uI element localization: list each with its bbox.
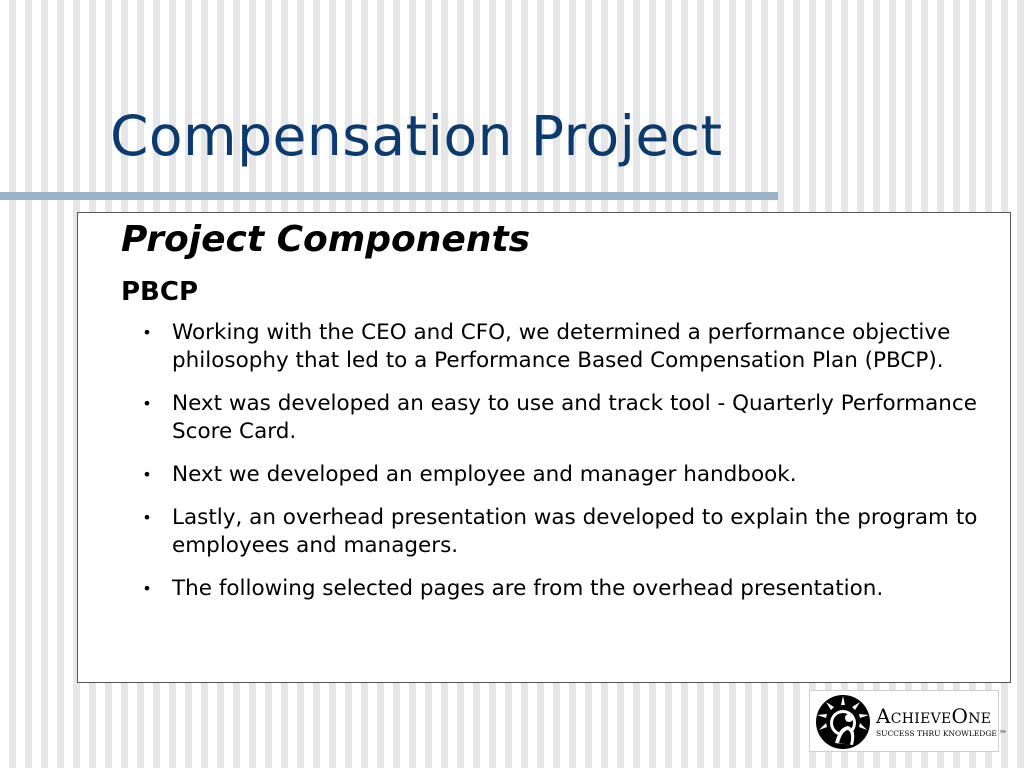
bullet-item <box>140 504 1000 560</box>
logo-tagline: SUCCESS THRU KNOWLEDGE ™ <box>876 729 1007 738</box>
slide-title: Compensation Project <box>110 104 723 168</box>
bullet-text: Next was developed an easy to use and track tool - Quarterly Performance Score Card. <box>172 391 977 444</box>
bullet-dot-icon: • <box>142 323 152 342</box>
bullet-item <box>140 390 1000 446</box>
bullet-dot-icon: • <box>142 579 152 598</box>
bullet-text: The following selected pages are from the overhead presentation. <box>172 576 884 601</box>
bullet-item <box>140 575 1000 603</box>
content-box <box>77 212 1011 683</box>
bullet-list <box>140 319 1000 618</box>
logo-name: AchieveOne <box>876 704 992 728</box>
bullet-dot-icon: • <box>142 465 152 484</box>
sunburst-figure-icon <box>813 693 873 751</box>
section-heading: Project Components <box>121 219 531 260</box>
bullet-item <box>140 461 1000 489</box>
bullet-text: Next we developed an employee and manager handbook. <box>172 462 797 487</box>
bullet-item <box>140 319 1000 375</box>
title-divider <box>0 192 778 200</box>
bullet-dot-icon: • <box>142 508 152 527</box>
bullet-text: Working with the CEO and CFO, we determined a performance objective philosophy that led to a Performance Based Compensation Plan (PBCP). <box>172 320 951 373</box>
achieveone-logo <box>809 690 1007 752</box>
bullet-dot-icon: • <box>142 394 152 413</box>
bullet-text: Lastly, an overhead presentation was developed to explain the program to employees and managers. <box>172 505 978 558</box>
sub-heading: PBCP <box>121 277 199 307</box>
